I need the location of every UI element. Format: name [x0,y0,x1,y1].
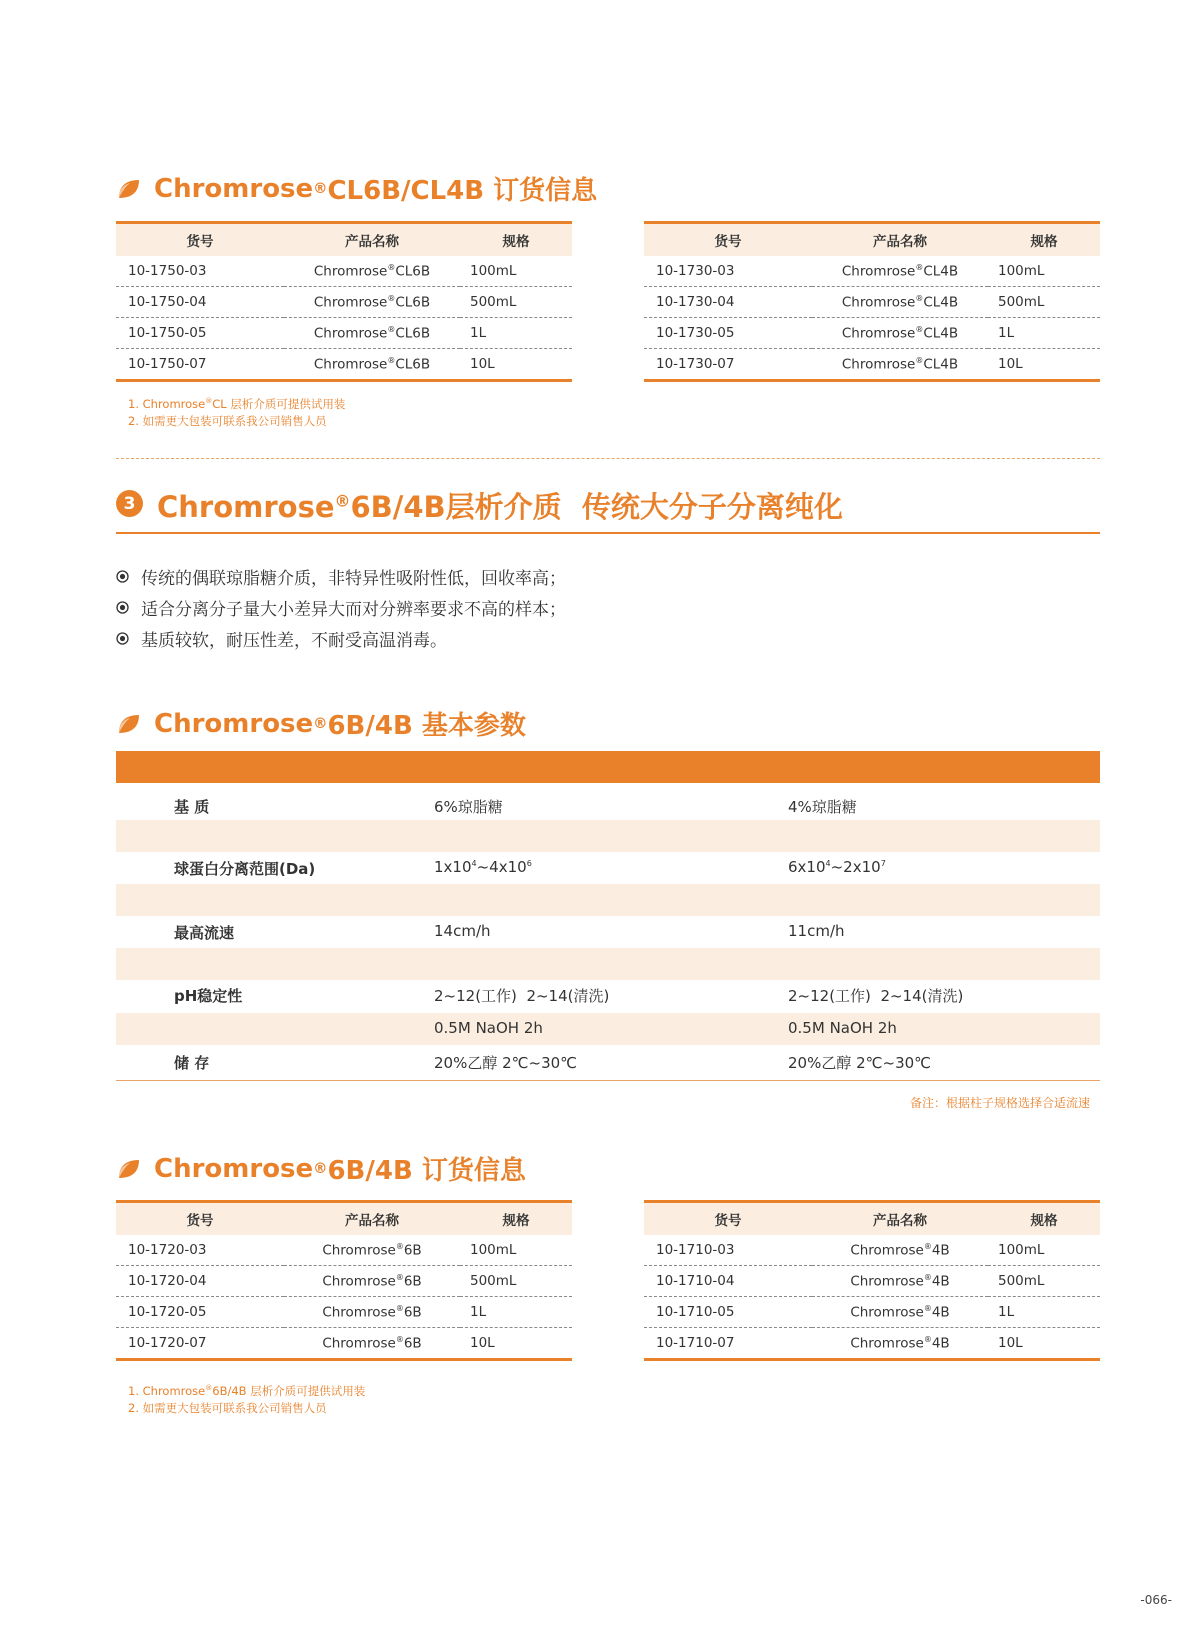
note-1-brand: 1. Chromrose [128,396,206,411]
param-value-4b: 11cm/h [788,922,845,940]
product-model: CL6B [395,263,431,280]
spec: 10L [988,1328,1100,1360]
item-no: 10-1720-05 [116,1297,284,1328]
reg-mark: ® [205,1384,213,1392]
product-name [284,318,460,349]
product-name [284,349,460,381]
note-1 [128,1380,365,1400]
list-item [116,623,566,654]
product-name [812,349,988,381]
leaf-icon [116,711,142,737]
params-remark: 备注：根据柱子规格选择合适流速 [909,1096,1090,1110]
product-brand: Chromrose [850,1335,924,1352]
product-name [812,1328,988,1360]
product-name [284,256,460,287]
product-name [284,1328,460,1360]
spec: 500mL [988,1266,1100,1297]
spec: 100mL [988,256,1100,287]
item-no: 10-1750-03 [116,256,284,287]
product-name [812,1235,988,1266]
order-table-6b [116,1200,572,1361]
value-exponent: 7 [880,859,886,868]
reg-mark: ® [387,324,396,334]
note-1 [128,393,345,413]
value-exponent: 4 [825,859,831,868]
leaf-icon [116,1156,142,1182]
item-no: 10-1710-05 [644,1297,812,1328]
order-table-cl6b [116,221,572,382]
param-value-4b: 0.5M NaOH 2h [788,1019,897,1037]
item-no: 10-1730-04 [644,287,812,318]
note-1-text: 6B/4B 层析介质可提供试用装 [212,1383,366,1398]
product-brand: Chromrose [313,356,388,373]
spec: 10L [988,349,1100,381]
reg-mark: ® [923,1241,932,1251]
reg-mark: ® [387,293,396,303]
item-no: 10-1720-03 [116,1235,284,1266]
product-name [812,1266,988,1297]
product-model: CL4B [923,325,959,342]
product-name [812,318,988,349]
table-header [116,1202,572,1236]
item-no: 10-1750-04 [116,287,284,318]
title-brand: Chromrose [154,173,314,204]
product-brand: Chromrose [850,1304,924,1321]
table-header [644,223,1100,257]
reg-mark: ® [205,397,213,405]
reg-mark: ® [915,355,924,365]
product-model: 6B [403,1304,422,1321]
section-3-title [157,485,843,526]
header-product-name: 产品名称 [812,223,988,257]
param-label: pH稳定性 [174,987,243,1005]
product-model: 4B [931,1304,950,1321]
target-bullet-icon [116,601,129,614]
product-model: 6B [403,1335,422,1352]
product-brand: Chromrose [841,263,916,280]
product-model: 4B [931,1242,950,1259]
value-exponent: 4 [471,859,477,868]
param-value-6b: 0.5M NaOH 2h [434,1019,543,1037]
product-name [284,287,460,318]
feature-list [116,561,566,654]
item-no: 10-1710-04 [644,1266,812,1297]
params-table-bottom-rule [116,1080,1100,1081]
product-brand: Chromrose [841,325,916,342]
header-product-name: 产品名称 [812,1202,988,1236]
product-model: CL6B [395,294,431,311]
table-row [644,1235,1100,1266]
section-3-header [116,482,1100,534]
reg-mark: ® [915,293,924,303]
table-row [116,349,572,381]
item-no: 10-1750-05 [116,318,284,349]
title-rest: CL6B/CL4B 订货信息 [327,176,598,206]
reg-mark: ® [923,1272,932,1282]
title-brand: Chromrose [154,708,314,739]
spec: 10L [460,1328,572,1360]
value-base: 6x10 [788,858,826,876]
product-brand: Chromrose [313,325,388,342]
product-brand: Chromrose [322,1304,396,1321]
item-no: 10-1730-07 [644,349,812,381]
param-row-spacer [116,884,1100,916]
table-row [116,1297,572,1328]
product-brand: Chromrose [850,1273,924,1290]
product-brand: Chromrose [322,1273,396,1290]
reg-mark: ® [395,1303,404,1313]
note-2: 2. 如需更大包装可联系我公司销售人员 [128,413,327,428]
value-base: ~4x10 [476,858,527,876]
param-label: 基 质 [174,798,210,816]
item-no: 10-1750-07 [116,349,284,381]
item-no: 10-1730-05 [644,318,812,349]
value-base: 1x10 [434,858,472,876]
feature-text: 传统的偶联琼脂糖介质，非特异性吸附性低，回收率高； [141,569,566,589]
reg-mark: ® [387,355,396,365]
product-brand: Chromrose [850,1242,924,1259]
reg-mark: ® [395,1334,404,1344]
note-2: 2. 如需更大包装可联系我公司销售人员 [128,1400,327,1415]
order-notes [128,393,345,430]
product-name [812,256,988,287]
order-table-4b [644,1200,1100,1361]
table-row [644,1297,1100,1328]
section-number-badge: 3 [116,490,143,517]
leaf-icon [116,176,142,202]
param-row-range [116,852,1100,884]
table-row [116,1266,572,1297]
param-value-4b: 20%乙醇 2℃~30℃ [788,1054,931,1072]
product-brand: Chromrose [841,356,916,373]
reg-mark: ® [395,1272,404,1282]
spec: 1L [988,1297,1100,1328]
param-value-4b: 4%琼脂糖 [788,798,857,816]
table-row [116,256,572,287]
table-row [116,287,572,318]
header-item-no: 货号 [644,1202,812,1236]
param-value-6b: 2~12(工作) 2~14(清洗) [434,987,610,1005]
spec: 500mL [988,287,1100,318]
param-row-storage [116,1046,1100,1078]
table-header [644,1202,1100,1236]
header-item-no: 货号 [116,1202,284,1236]
param-row-spacer [116,820,1100,852]
product-model: CL4B [923,294,959,311]
product-model: CL6B [395,325,431,342]
reg-mark: ® [395,1241,404,1251]
page-number: -066- [1140,1593,1172,1607]
param-row-naoh [116,1013,1100,1045]
value-base: ~2x10 [830,858,881,876]
reg-mark: ® [915,324,924,334]
spec: 1L [988,318,1100,349]
title-rest: 6B/4B 订货信息 [327,1156,526,1186]
product-brand: Chromrose [313,294,388,311]
product-model: CL4B [923,356,959,373]
section-divider [116,458,1100,459]
header-item-no: 货号 [644,223,812,257]
spec: 500mL [460,287,572,318]
target-bullet-icon [116,632,129,645]
spec: 1L [460,1297,572,1328]
product-model: 4B [931,1335,950,1352]
order-table-cl4b [644,221,1100,382]
order-notes [128,1380,365,1417]
product-name [284,1297,460,1328]
value-exponent: 6 [526,859,532,868]
table-row [644,256,1100,287]
feature-text: 基质较软，耐压性差，不耐受高温消毒。 [141,631,447,651]
item-no: 10-1710-03 [644,1235,812,1266]
section-title-params: Chromrose ® 6B/4B 基本参数 [116,705,526,742]
product-name [284,1266,460,1297]
table-row [116,1328,572,1360]
param-label: 最高流速 [174,924,235,942]
header-spec: 规格 [460,223,572,257]
item-no: 10-1720-04 [116,1266,284,1297]
title-rest: 6B/4B 基本参数 [327,711,526,741]
product-model: 4B [931,1273,950,1290]
reg-mark: ® [915,262,924,272]
param-row-matrix [116,790,1100,822]
reg-mark: ® [923,1303,932,1313]
header-spec: 规格 [460,1202,572,1236]
table-row [644,349,1100,381]
item-no: 10-1710-07 [644,1328,812,1360]
spec: 500mL [460,1266,572,1297]
reg-mark: ® [387,262,396,272]
param-label: 球蛋白分离范围(Da) [174,860,316,878]
list-item [116,592,566,623]
param-row-spacer [116,948,1100,980]
spec: 1L [460,318,572,349]
list-item [116,561,566,592]
param-row-flow [116,916,1100,948]
header-spec: 规格 [988,223,1100,257]
param-value-6b: 20%乙醇 2℃~30℃ [434,1054,577,1072]
params-header-bar [116,751,1100,783]
param-value-6b [434,858,532,876]
table-header [116,223,572,257]
param-value-6b: 6%琼脂糖 [434,798,503,816]
title-brand: Chromrose [154,1153,314,1184]
param-row-ph [116,979,1100,1011]
param-label: 储 存 [174,1054,210,1072]
param-value-4b [788,858,886,876]
header-product-name: 产品名称 [284,223,460,257]
product-brand: Chromrose [841,294,916,311]
note-1-brand: 1. Chromrose [128,1383,206,1398]
spec: 10L [460,349,572,381]
spec: 100mL [460,1235,572,1266]
header-spec: 规格 [988,1202,1100,1236]
spec: 100mL [460,256,572,287]
param-value-4b: 2~12(工作) 2~14(清洗) [788,987,964,1005]
product-name [284,1235,460,1266]
table-row [644,1266,1100,1297]
product-brand: Chromrose [322,1242,396,1259]
product-brand: Chromrose [313,263,388,280]
param-value-6b: 14cm/h [434,922,491,940]
table-row [644,1328,1100,1360]
note-1-text: CL 层析介质可提供试用装 [212,396,346,411]
product-model: CL6B [395,356,431,373]
spec: 100mL [988,1235,1100,1266]
item-no: 10-1720-07 [116,1328,284,1360]
product-name [812,1297,988,1328]
header-product-name: 产品名称 [284,1202,460,1236]
item-no: 10-1730-03 [644,256,812,287]
product-brand: Chromrose [322,1335,396,1352]
table-row [644,287,1100,318]
table-row [644,318,1100,349]
reg-mark: ® [923,1334,932,1344]
section-title-6b-4b-order: Chromrose ® 6B/4B 订货信息 [116,1150,526,1187]
product-model: 6B [403,1242,422,1259]
header-item-no: 货号 [116,223,284,257]
title-rest: 6B/4B层析介质 传统大分子分离纯化 [350,490,843,524]
product-model: 6B [403,1273,422,1290]
section-title-cl6b-cl4b: Chromrose ® CL6B/CL4B 订货信息 [116,170,597,207]
feature-text: 适合分离分子量大小差异大而对分辨率要求不高的样本； [141,600,566,620]
product-model: CL4B [923,263,959,280]
title-brand: Chromrose [157,490,335,524]
table-row [116,318,572,349]
target-bullet-icon [116,570,129,583]
product-name [812,287,988,318]
reg-mark: ® [334,491,351,511]
table-row [116,1235,572,1266]
